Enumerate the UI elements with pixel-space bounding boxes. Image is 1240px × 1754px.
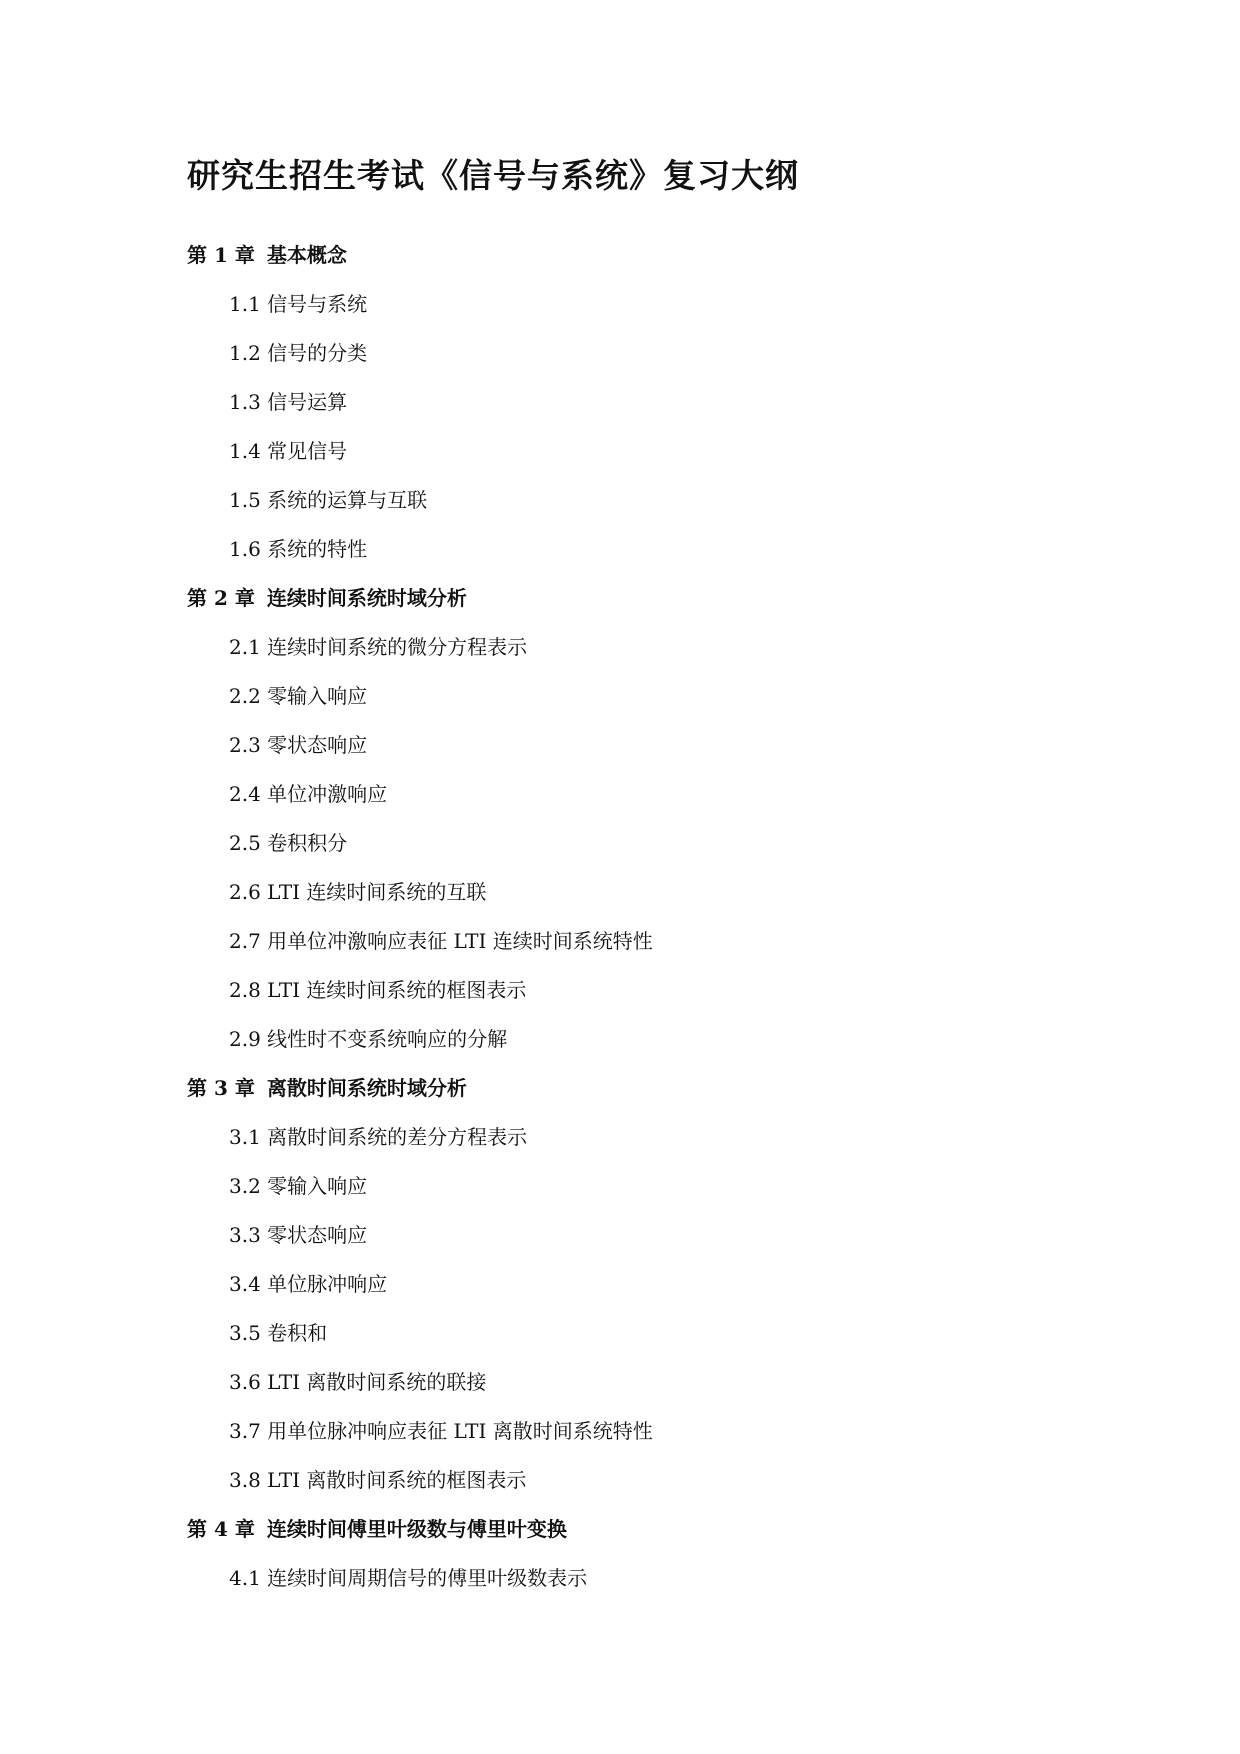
chapter-number: 第 4 章 — [187, 1517, 255, 1541]
section-item: 2.4 单位冲激响应 — [229, 782, 388, 806]
chapter-name: 离散时间系统时域分析 — [266, 1076, 467, 1100]
chapter-2 — [187, 585, 1087, 1075]
chapter-name: 连续时间傅里叶级数与傅里叶变换 — [266, 1517, 567, 1541]
section-list — [187, 1124, 1087, 1516]
section-item: 2.5 卷积积分 — [229, 831, 348, 855]
section-item: 2.9 线性时不变系统响应的分解 — [229, 1027, 508, 1051]
section-item: 2.1 连续时间系统的微分方程表示 — [229, 635, 528, 659]
section-item: 1.4 常见信号 — [229, 439, 348, 463]
section-item: 2.7 用单位冲激响应表征 LTI 连续时间系统特性 — [229, 929, 653, 953]
section-item: 3.5 卷积和 — [229, 1321, 328, 1345]
chapter-4 — [187, 1516, 1087, 1614]
section-item: 1.2 信号的分类 — [229, 341, 368, 365]
section-item: 1.3 信号运算 — [229, 390, 348, 414]
section-item: 3.7 用单位脉冲响应表征 LTI 离散时间系统特性 — [229, 1419, 653, 1443]
chapter-number: 第 3 章 — [187, 1076, 255, 1100]
chapter-heading — [187, 1075, 1087, 1124]
section-item: 1.1 信号与系统 — [229, 292, 368, 316]
section-list — [187, 634, 1087, 1075]
chapter-heading — [187, 1516, 1087, 1565]
section-item: 3.8 LTI 离散时间系统的框图表示 — [229, 1468, 527, 1492]
section-list — [187, 291, 1087, 585]
section-item: 3.2 零输入响应 — [229, 1174, 368, 1198]
section-item: 3.4 单位脉冲响应 — [229, 1272, 388, 1296]
chapter-number: 第 2 章 — [187, 586, 255, 610]
syllabus-outline — [187, 242, 1087, 1614]
chapter-3 — [187, 1075, 1087, 1516]
chapter-name: 基本概念 — [266, 243, 347, 267]
section-item: 2.3 零状态响应 — [229, 733, 368, 757]
chapter-number: 第 1 章 — [187, 243, 255, 267]
section-item: 1.5 系统的运算与互联 — [229, 488, 428, 512]
section-item: 2.8 LTI 连续时间系统的框图表示 — [229, 978, 527, 1002]
page-title: 研究生招生考试《信号与系统》复习大纲 — [187, 156, 799, 195]
section-item: 3.6 LTI 离散时间系统的联接 — [229, 1370, 487, 1394]
chapter-heading — [187, 242, 1087, 291]
section-item: 2.6 LTI 连续时间系统的互联 — [229, 880, 487, 904]
chapter-heading — [187, 585, 1087, 634]
section-item: 3.1 离散时间系统的差分方程表示 — [229, 1125, 528, 1149]
section-item: 4.1 连续时间周期信号的傅里叶级数表示 — [229, 1566, 588, 1590]
section-list — [187, 1565, 1087, 1614]
chapter-1 — [187, 242, 1087, 585]
section-item: 3.3 零状态响应 — [229, 1223, 368, 1247]
section-item: 2.2 零输入响应 — [229, 684, 368, 708]
section-item: 1.6 系统的特性 — [229, 537, 368, 561]
chapter-name: 连续时间系统时域分析 — [266, 586, 467, 610]
